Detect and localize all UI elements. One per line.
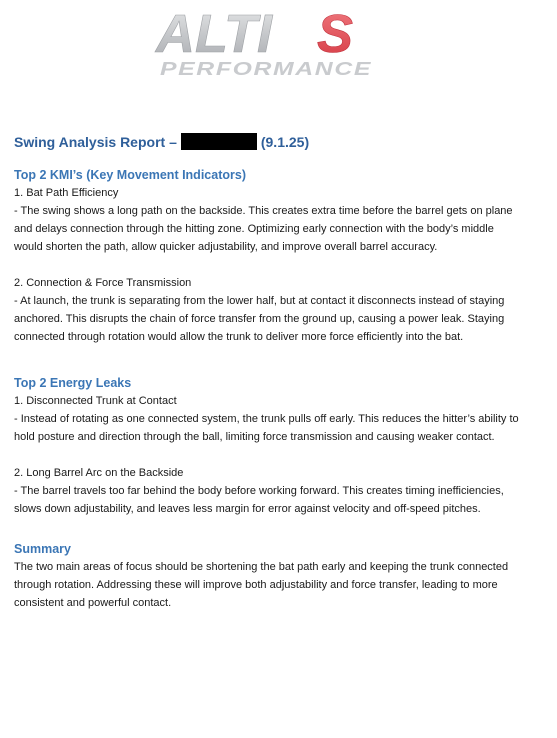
kmi-1-body: - The swing shows a long path on the backside. This creates extra time before the barrel gets on plane and delays connection through the hitting zone. Optimizing early connection with the body’s middle would shorten the path, allow quicker adjustability, and improve overall barrel accuracy. [14,205,513,253]
kmi-heading: Top 2 KMI’s (Key Movement Indicators) [14,168,246,182]
leak-1-body: - Instead of rotating as one connected system, the trunk pulls off early. This reduces the hitter’s ability to hold posture and direction through the ball, limiting force transmission and causing weaker contact. [14,413,519,443]
summary-heading: Summary [14,542,71,556]
redacted-name-box [181,133,257,150]
leak-2-title: 2. Long Barrel Arc on the Backside [14,467,184,479]
leak-2-body: - The barrel travels too far behind the body before working forward. This creates timing inefficiencies, slows down adjustability, and leaves less margin for error against velocity and off-speed pitches. [14,485,504,515]
kmi-1-title: 1. Bat Path Efficiency [14,187,119,199]
report-content [14,166,522,612]
leaks-heading: Top 2 Energy Leaks [14,376,132,390]
altis-logo [150,2,390,82]
report-title-prefix: Swing Analysis Report – [14,134,177,150]
logo-subtitle: PERFORMANCE [160,59,372,79]
kmi-2-title: 2. Connection & Force Transmission [14,277,192,289]
logo-wordmark-main: ALTI [156,4,272,64]
kmi-2-body: - At launch, the trunk is separating from the lower half, but at contact it disconnects instead of staying anchored. This disrupts the chain of force transfer from the ground up, causing a power leak. Staying connected through rotation would allow the trunk to deliver more force efficiently into the bat. [14,295,505,343]
leak-1-title: 1. Disconnected Trunk at Contact [14,395,177,407]
report-title-date: (9.1.25) [260,134,310,150]
report-title [14,133,309,150]
logo-wordmark-accent: S [317,4,354,64]
summary-body: The two main areas of focus should be shortening the bat path early and keeping the trunk connected through rotation. Addressing these will improve both adjustability and force transfer, leading to more consistent and powerful contact. [14,561,509,609]
